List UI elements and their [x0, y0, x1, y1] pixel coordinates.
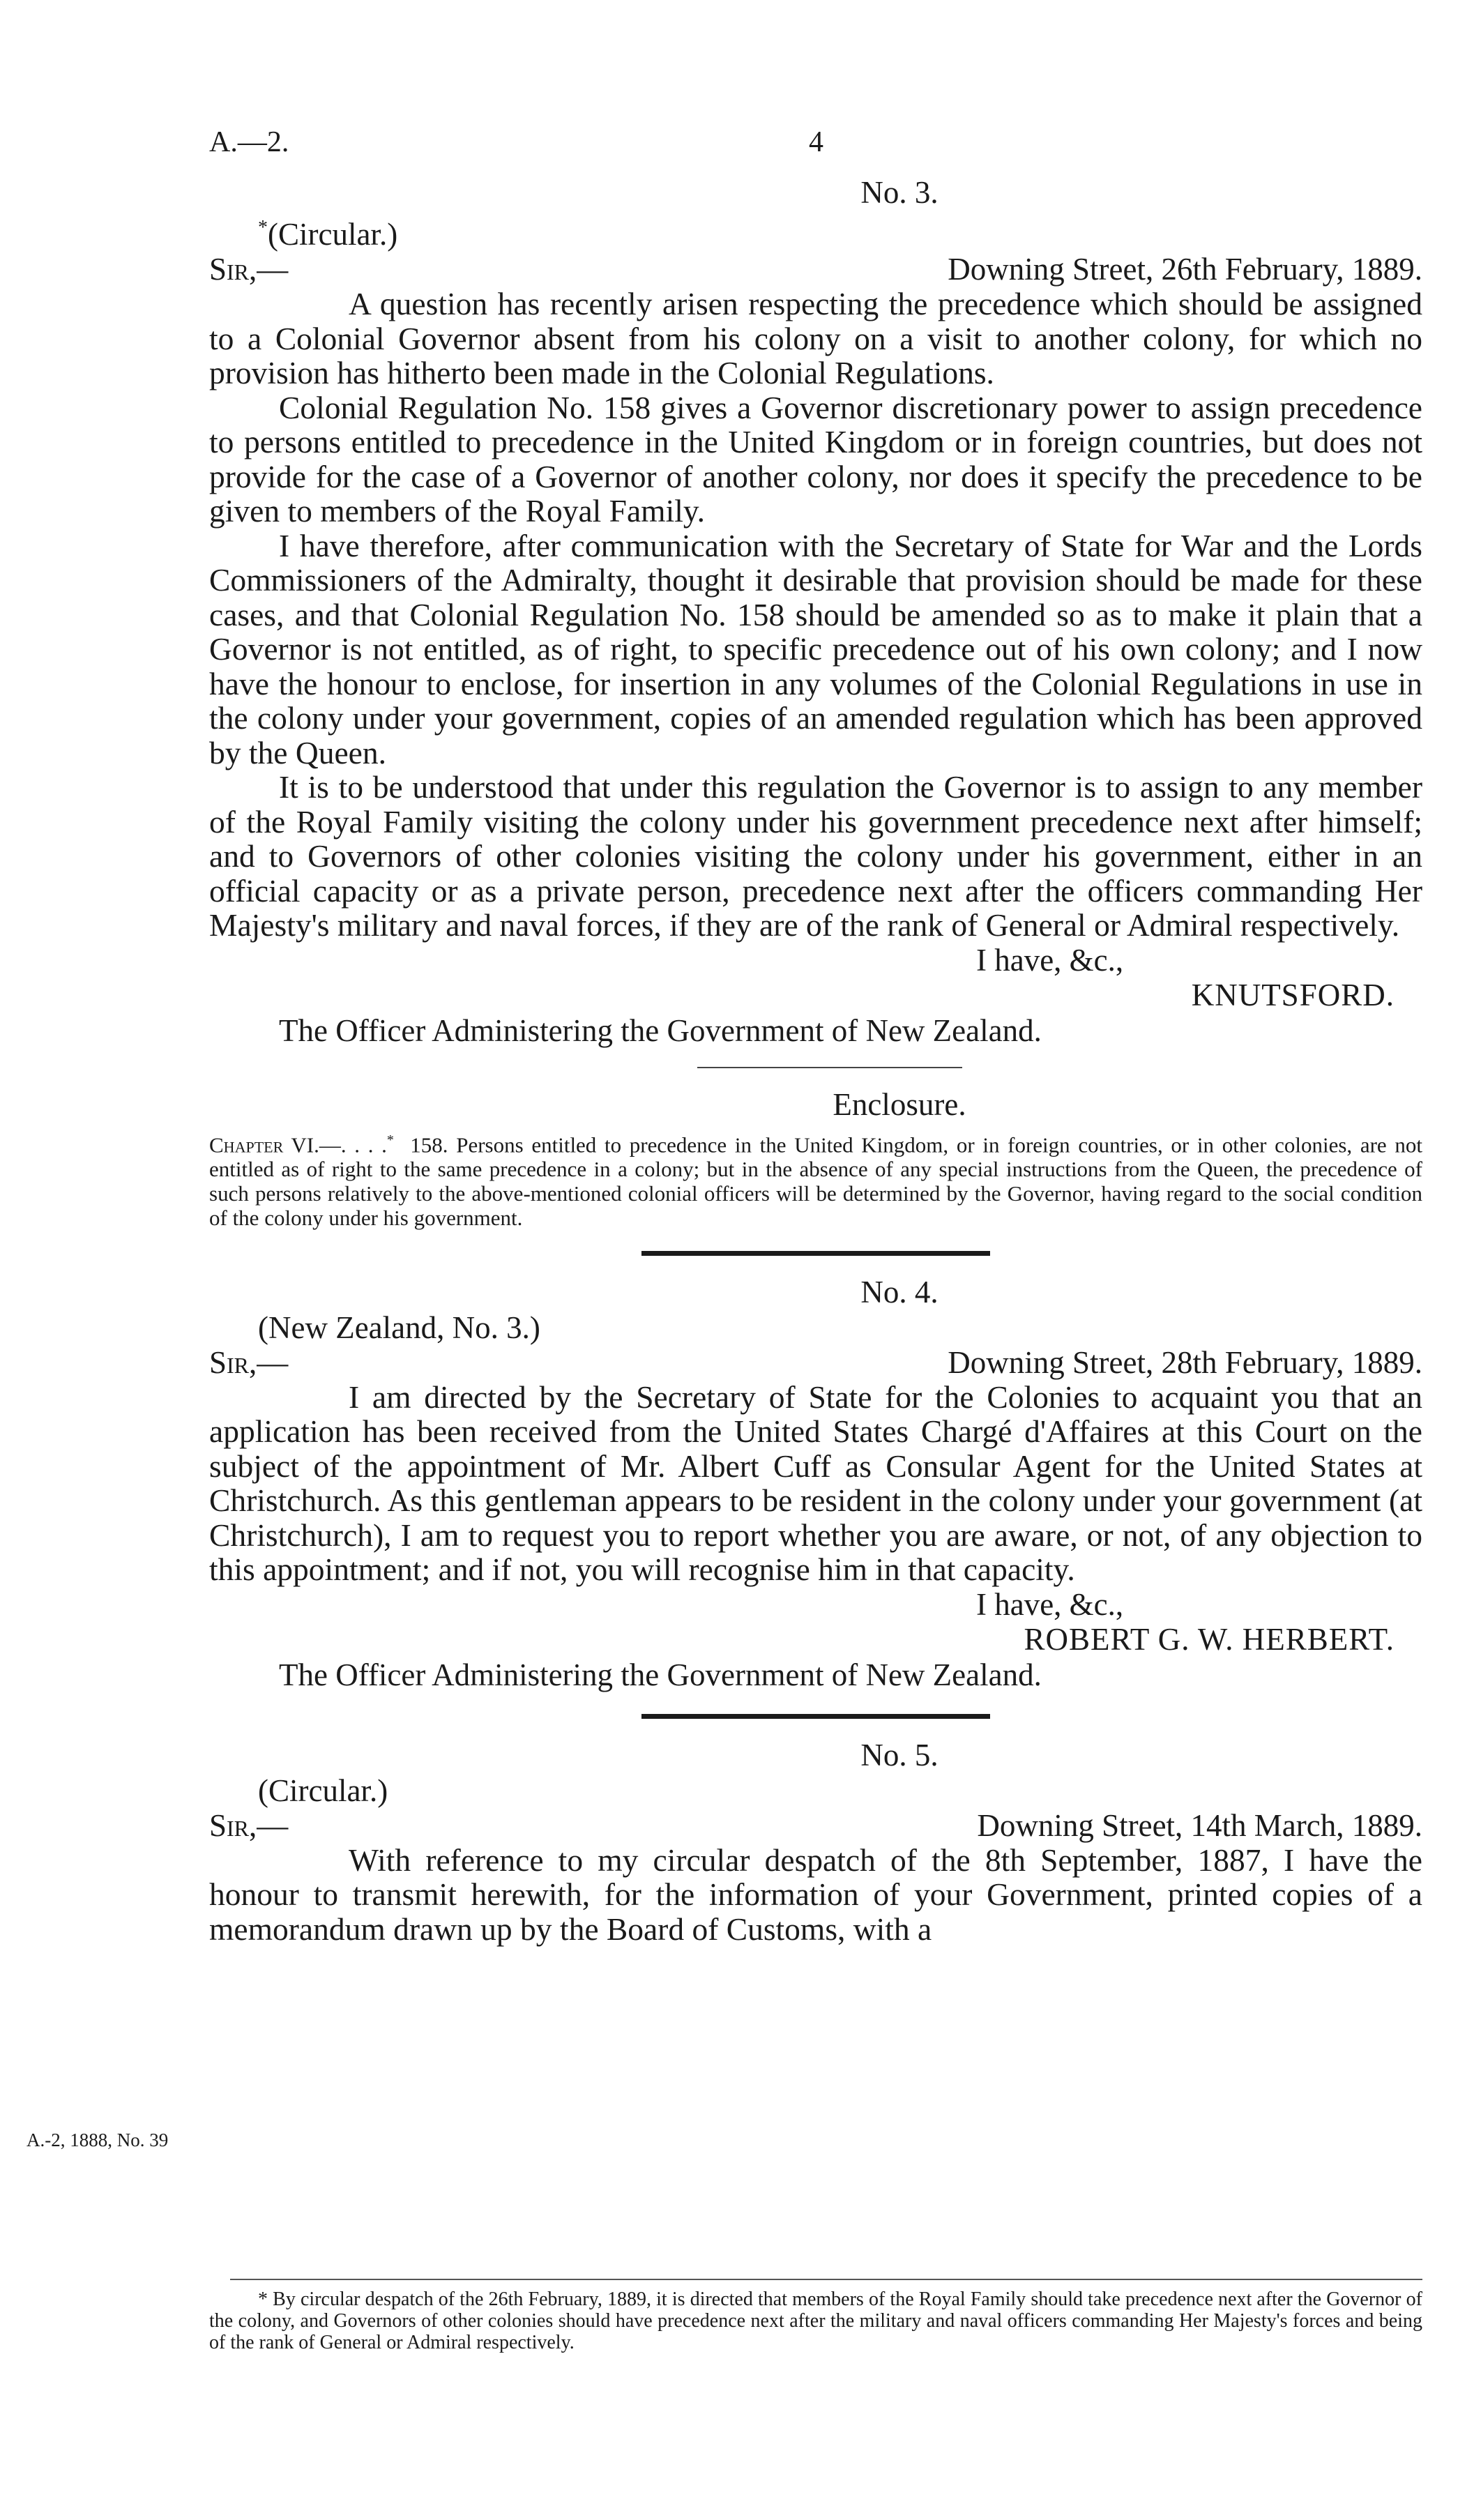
place-date: Downing Street, 28th February, 1889.: [948, 1344, 1422, 1380]
paragraph: I have therefore, after communication with the Secretary of State for War and the Lords Commissioners of the Admiralty, thought it desirable that provision should be made for these cases, and that Colonial Regulation No. 158 should be amended so as to make it plain that a Governor is not entitled, as of right, to specific precedence out of his own colony; and I now have the honour to enclose, for insertion in any volumes of the Colonial Regulations in use in the colony under your government, copies of an amended regulation which has been approved by the Queen.: [209, 527, 1422, 771]
footnote: * By circular despatch of the 26th February, 1889, it is directed that members of the Royal Family should take precedence next after the Governor of the colony, and Governors of other colonies should have precedence next after the military and naval officers commanding Her Majesty's forces and being of the rank of General or Admiral respectively.: [209, 2289, 1422, 2353]
signoff: [209, 1587, 1422, 1657]
series-reference: A.—2.: [209, 126, 289, 158]
letter-body: [209, 287, 1422, 943]
letter-no-4: [209, 1274, 1422, 1693]
divider: [641, 1714, 990, 1719]
letter-number: No. 3.: [860, 175, 939, 210]
document-body: [209, 174, 1422, 1946]
place-date: Downing Street, 14th March, 1889.: [977, 1807, 1422, 1843]
signoff: [209, 943, 1422, 1012]
place-date: Downing Street, 26th February, 1889.: [948, 252, 1422, 287]
marginal-reference: A.-2, 1888, No. 39: [26, 2130, 169, 2150]
signature: ROBERT G. W. HERBERT.: [1024, 1621, 1395, 1657]
letter-kind: (New Zealand, No. 3.): [258, 1310, 540, 1345]
addressee: The Officer Administering the Government of New Zealand.: [279, 1012, 1042, 1048]
salutation-row: [209, 1808, 1422, 1843]
footnote-marker: *: [258, 217, 268, 238]
letter-kind: (Circular.): [258, 1773, 388, 1808]
enclosure-title: Enclosure.: [833, 1086, 966, 1122]
page-number: 4: [809, 126, 823, 158]
signature: KNUTSFORD.: [1191, 977, 1395, 1012]
regulation-text: 158. Persons entitled to precedence in the United Kingdom, or in foreign countries, or in other colonies, are not entitled as of right to the same precedence in a colony; but in the absence of any special instructions from the Queen, the precedence of such persons relatively to the above-mentioned colonial officers will be determined by the Governor, having regard to the social condition of the colony under his government.: [209, 1132, 1422, 1230]
closing: I have, &c.,: [976, 942, 1124, 978]
paragraph: I am directed by the Secretary of State for the Colonies to acquaint you that an application has been received from the United States Chargé d'Affaires at this Court on the subject of the appointment of Mr. Albert Cuff as Consular Agent for the United States at Christchurch. As this gentleman appears to be resident in the colony under your government (at Christchurch), I am to request you to report whether you are aware, or not, of any objection to this appointment; and if not, you will recognise him in that capacity.: [209, 1379, 1422, 1588]
addressee: The Officer Administering the Government of New Zealand.: [279, 1657, 1042, 1692]
footnote-marker: *: [386, 1132, 394, 1148]
letter-number: No. 4.: [860, 1274, 939, 1310]
paragraph: Colonial Regulation No. 158 gives a Governor discretionary power to assign precedence to persons entitled to precedence in the United Kingdom or in foreign countries, but does not provide for the case of a Governor of another colony, nor does it specify the precedence to be given to members of the Royal Family.: [209, 389, 1422, 529]
salutation: Sir,—: [209, 1807, 289, 1843]
letter-no-5: [209, 1737, 1422, 1947]
divider: [641, 1251, 990, 1256]
divider: [697, 1067, 962, 1068]
salutation-row: [209, 252, 1422, 287]
salutation: Sir,—: [209, 1344, 289, 1380]
letter-no-3: [209, 174, 1422, 1049]
closing: I have, &c.,: [976, 1586, 1124, 1622]
enclosure-text: [209, 1128, 1422, 1230]
running-head: [209, 126, 1436, 167]
paragraph: It is to be understood that under this regulation the Governor is to assign to any member of the Royal Family visiting the colony under his government precedence next after himself; and to Governors of other colonies visiting the colony under his government, either in an official capacity or as a private person, precedence next after the officers commanding Her Majesty's military and naval forces, if they are of the rank of General or Admiral respectively.: [209, 769, 1422, 943]
paragraph: A question has recently arisen respecting the precedence which should be assigned to a Colonial Governor absent from his colony on a visit to another colony, for which no provision has hitherto been made in the Colonial Regulations.: [209, 286, 1422, 390]
salutation: Sir,—: [209, 252, 289, 287]
letter-kind: [258, 211, 1422, 252]
letter-number: No. 5.: [860, 1737, 939, 1773]
letter-body: [209, 1843, 1422, 1947]
letter-body: [209, 1380, 1422, 1587]
chapter-label: Chapter VI.—. . . .: [209, 1132, 387, 1157]
footnote-rule: [230, 2279, 1422, 2280]
paragraph: With reference to my circular despatch of the 8th September, 1887, I have the honour to transmit herewith, for the information of your Government, printed copies of a memorandum drawn up by the Board of Customs, with a: [209, 1842, 1422, 1947]
letter-kind-label: (Circular.): [268, 217, 398, 252]
enclosure: [209, 1086, 1422, 1230]
salutation-row: [209, 1345, 1422, 1380]
